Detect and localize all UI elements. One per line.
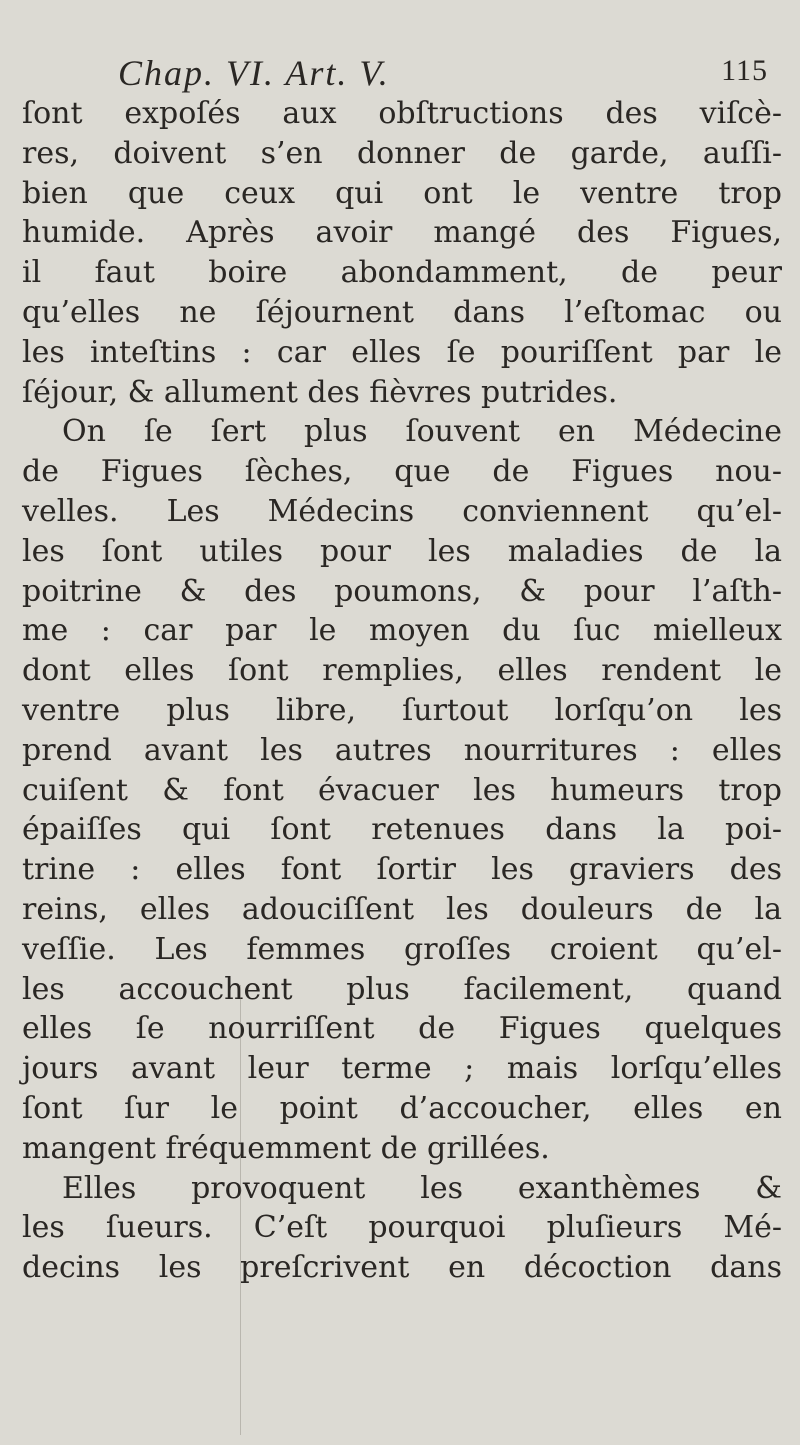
text-line: épaiſſes qui ſont retenues dans la poi- xyxy=(22,812,782,848)
text-line: qu’elles ne ſéjournent dans l’eſtomac ou xyxy=(22,294,782,330)
running-head xyxy=(118,52,778,96)
text-line: les ſueurs. C’eſt pourquoi pluſieurs Mé- xyxy=(22,1210,782,1246)
page-number: 115 xyxy=(721,54,768,87)
text-line: cuiſent & font évacuer les humeurs trop xyxy=(22,772,782,808)
text-line: jours avant leur terme ; mais lorſqu’elles xyxy=(22,1051,782,1087)
text-line: elles ſe nourriſſent de Figues quelques xyxy=(22,1011,782,1047)
text-line: ſont expoſés aux obſtructions des viſcè- xyxy=(22,96,782,131)
body-text xyxy=(22,94,782,1288)
text-line: les accouchent plus facilement, quand xyxy=(22,971,782,1007)
text-line: ventre plus libre, ſurtout lorſqu’on les xyxy=(22,692,782,728)
text-line: dont elles ſont remplies, elles rendent le xyxy=(22,653,782,689)
text-line: On ſe ſert plus ſouvent en Médecine xyxy=(62,414,782,450)
text-line: Elles provoquent les exanthèmes & xyxy=(62,1170,782,1206)
text-line: prend avant les autres nourritures : elles xyxy=(22,732,782,768)
text-line: humide. Après avoir mangé des Figues, xyxy=(22,215,782,251)
text-line: trine : elles font ſortir les graviers des xyxy=(22,852,782,888)
text-line: poitrine & des poumons, & pour l’aſth- xyxy=(22,573,782,609)
paper-fold-line xyxy=(240,985,265,1435)
text-line: bien que ceux qui ont le ventre trop xyxy=(22,175,782,211)
text-line: les inteſtins : car elles ſe pouriſſent par le xyxy=(22,334,782,370)
text-line: me : car par le moyen du ſuc mielleux xyxy=(22,613,782,649)
text-line: res, doivent s’en donner de garde, auſſi- xyxy=(22,135,782,171)
text-line: ſéjour, & allument des fièvres putrides. xyxy=(22,374,618,410)
text-line: ſont ſur le point d’accoucher, elles en xyxy=(22,1090,782,1126)
chapter-article-heading: Chap. VI. Art. V. xyxy=(118,53,390,93)
text-line: il faut boire abondamment, de peur xyxy=(22,255,782,291)
text-line: reins, elles adouciſſent les douleurs de la xyxy=(22,891,782,927)
text-line: de Figues ſèches, que de Figues nou- xyxy=(22,454,782,490)
text-line: veſſie. Les femmes groſſes croient qu’el- xyxy=(22,931,782,967)
text-line: decins les preſcrivent en décoction dans xyxy=(22,1250,782,1286)
text-line: les ſont utiles pour les maladies de la xyxy=(22,533,782,569)
text-line: mangent fréquemment de grillées. xyxy=(22,1130,550,1166)
text-line: velles. Les Médecins conviennent qu’el- xyxy=(22,493,782,529)
